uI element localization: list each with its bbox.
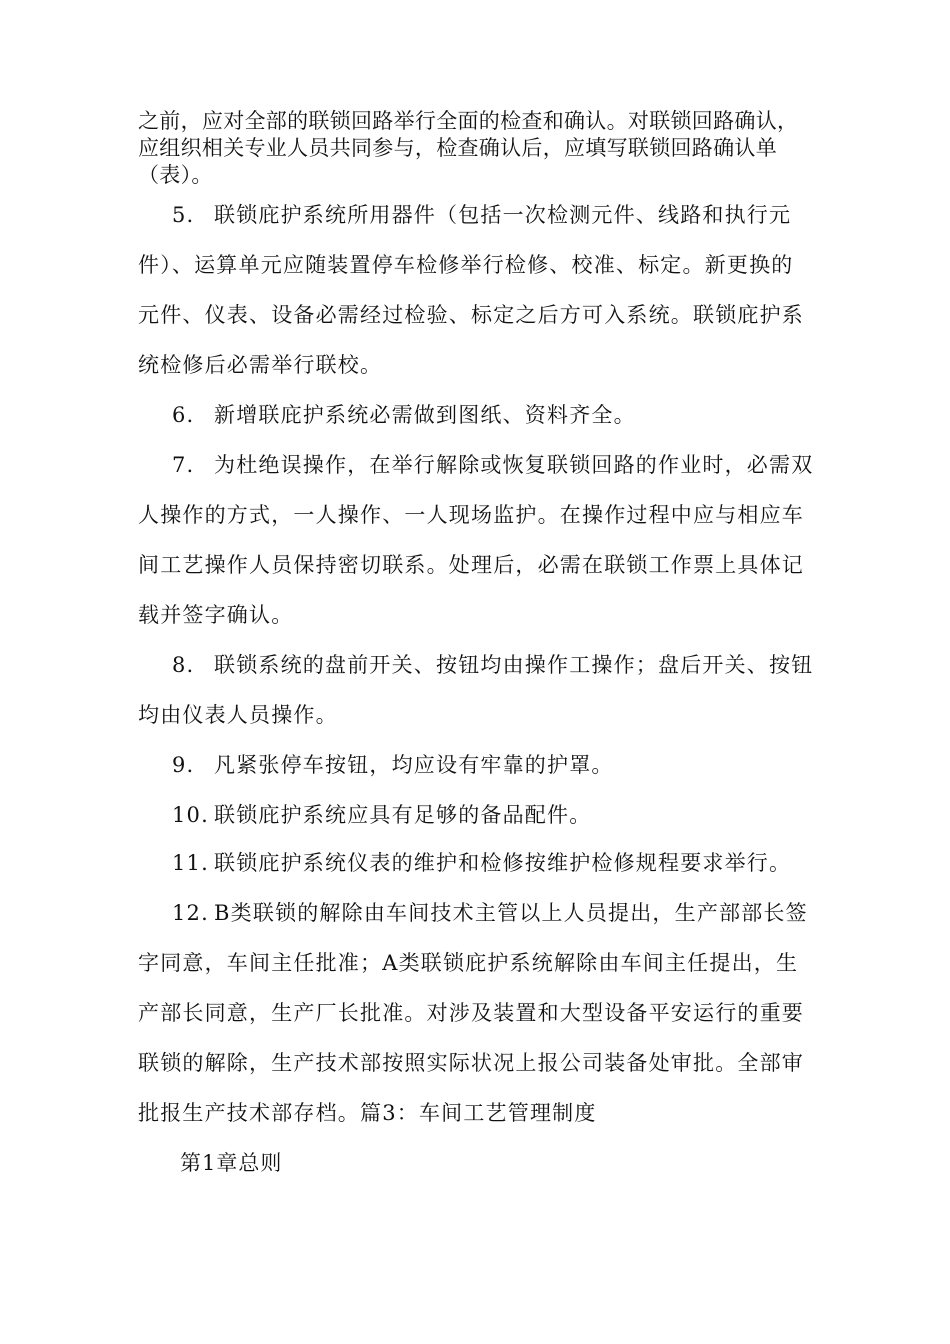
paragraph-line: 人操作的方式，一人操作、一人现场监护。在操作过程中应与相应车 — [138, 503, 804, 527]
item-text: 联锁庇护系统应具有足够的备品配件。 — [214, 803, 592, 827]
item-text: 凡紧张停车按钮，均应设有牢靠的护罩。 — [214, 753, 614, 777]
paragraph-line: 均由仪表人员操作。 — [138, 703, 338, 727]
intro-paragraph — [138, 108, 838, 189]
item-text: 新增联庇护系统必需做到图纸、资料齐全。 — [214, 403, 636, 427]
item-number: 6. — [172, 403, 195, 427]
list-item-12 — [138, 888, 828, 1138]
item-text: 联锁庇护系统所用器件（包括一次检测元件、线路和执行元 — [214, 203, 792, 227]
list-item-10 — [138, 790, 828, 840]
paragraph-line: 字同意，车间主任批准；A类联锁庇护系统解除由车间主任提出，生 — [138, 951, 799, 975]
item-number: 7. — [172, 453, 195, 477]
paragraph-line: 之前，应对全部的联锁回路举行全面的检查和确认。对联锁回路确认， — [138, 109, 799, 133]
paragraph-line — [138, 390, 828, 440]
paragraph-line — [138, 838, 828, 888]
paragraph-line — [138, 740, 828, 790]
paragraph-line: 联锁的解除，生产技术部按照实际状况上报公司装备处审批。全部审 — [138, 1051, 804, 1075]
paragraph-line — [138, 440, 828, 490]
item-number: 12. — [172, 901, 209, 925]
item-number: 8. — [172, 653, 195, 677]
paragraph-line: 件）、运算单元应随装置停车检修举行检修、校准、标定。新更换的 — [138, 253, 794, 277]
item-number: 11. — [172, 851, 209, 875]
item-number: 10. — [172, 803, 209, 827]
item-text: 为杜绝误操作，在举行解除或恢复联锁回路的作业时，必需双 — [214, 453, 814, 477]
list-item-7 — [138, 440, 828, 640]
item-number: 9. — [172, 753, 195, 777]
paragraph-line: 元件、仪表、设备必需经过检验、标定之后方可入系统。联锁庇护系 — [138, 303, 804, 327]
paragraph-line: 间工艺操作人员保持密切联系。处理后，必需在联锁工作票上具体记 — [138, 553, 804, 577]
list-item-11 — [138, 838, 828, 888]
paragraph-line: 应组织相关专业人员共同参与，检查确认后，应填写联锁回路确认单 — [138, 136, 777, 160]
list-item-5 — [138, 190, 828, 390]
paragraph-line: 统检修后必需举行联校。 — [138, 353, 383, 377]
paragraph-line: 载并签字确认。 — [138, 603, 294, 627]
paragraph-line — [138, 640, 828, 690]
item-text: 联锁庇护系统仪表的维护和检修按维护检修规程要求举行。 — [214, 851, 792, 875]
paragraph-line: 产部长同意，生产厂长批准。对涉及装置和大型设备平安运行的重要 — [138, 1001, 804, 1025]
paragraph-line — [138, 888, 828, 938]
list-item-8 — [138, 640, 828, 740]
chapter-heading: 第1章总则 — [180, 1151, 283, 1175]
paragraph-line: 批报生产技术部存档。篇3：车间工艺管理制度 — [138, 1101, 597, 1125]
paragraph-line: （表）。 — [138, 163, 213, 187]
item-text: 联锁系统的盘前开关、按钮均由操作工操作；盘后开关、按钮 — [214, 653, 814, 677]
list-item-6 — [138, 390, 828, 440]
paragraph-line — [138, 790, 828, 840]
paragraph-line — [138, 190, 828, 240]
item-text: B类联锁的解除由车间技术主管以上人员提出，生产部部长签 — [214, 901, 808, 925]
list-item-9 — [138, 740, 828, 790]
item-number: 5. — [172, 203, 195, 227]
